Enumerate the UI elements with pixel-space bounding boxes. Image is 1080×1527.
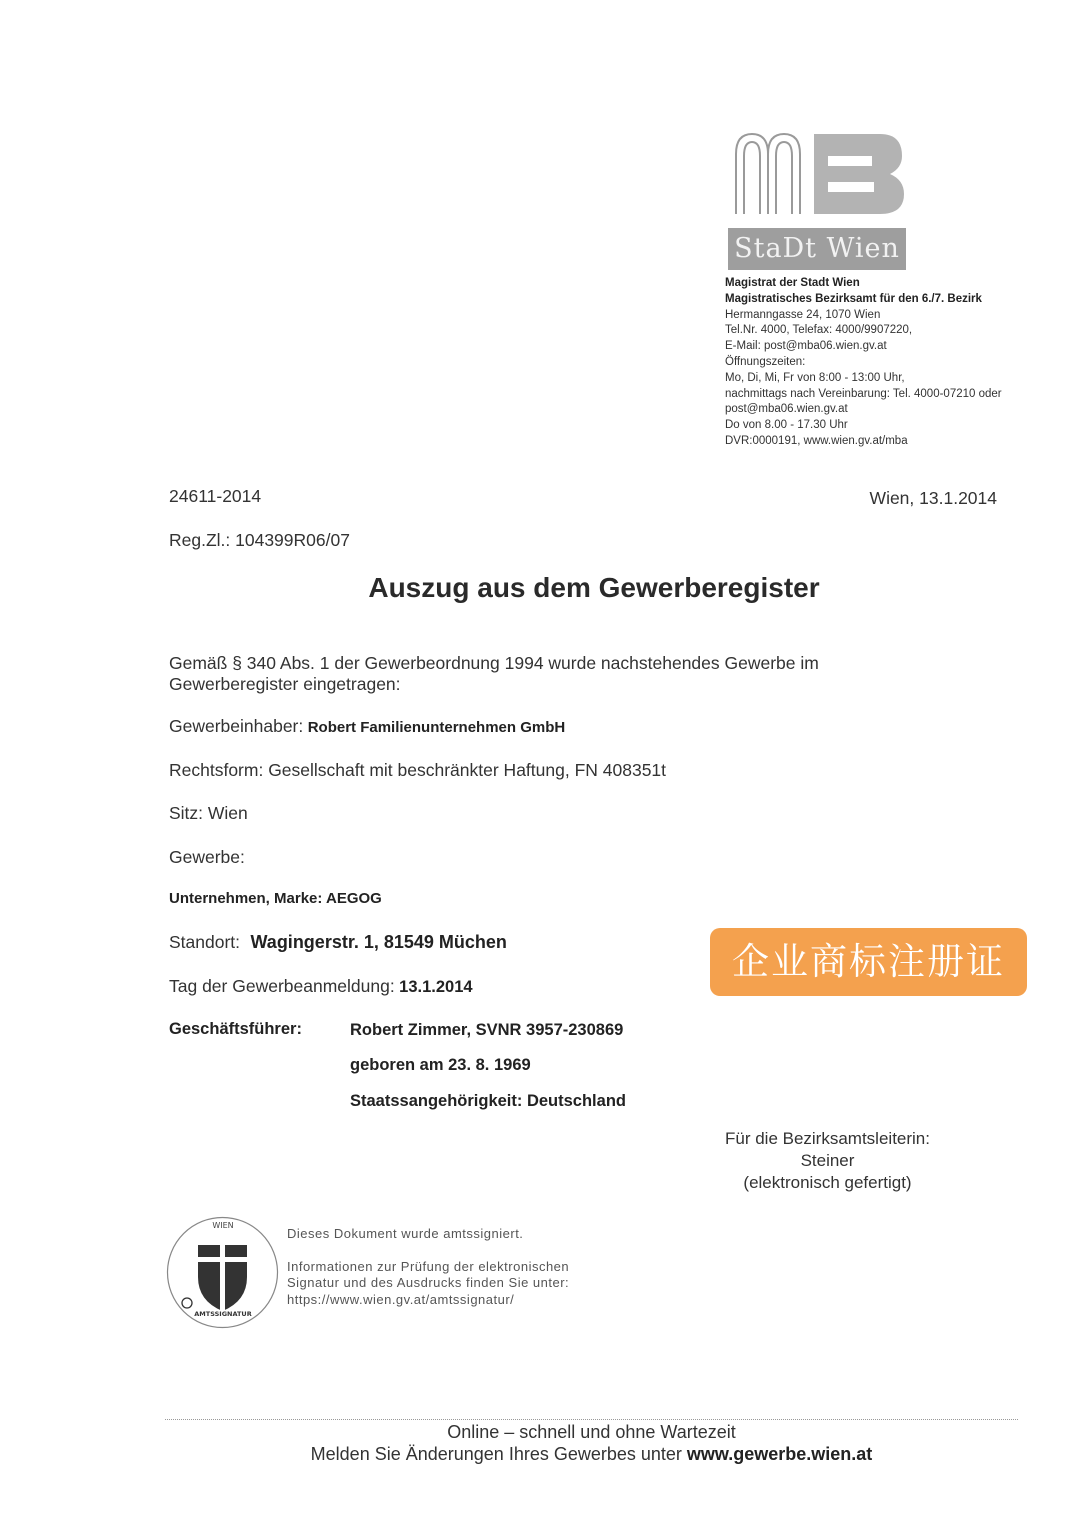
trade-label: Gewerbe:: [169, 847, 245, 867]
address-line: Öffnungszeiten:: [725, 355, 806, 368]
address-line: Tel.Nr. 4000, Telefax: 4000/9907220,: [725, 324, 913, 337]
file-number: 24611-2014: [169, 486, 262, 506]
amtssignatur-seal-icon: [165, 1215, 280, 1330]
intro-line: Gewerberegister eingetragen:: [169, 674, 401, 694]
footer-line-2: [165, 1444, 1018, 1465]
place-date: Wien, 13.1.2014: [869, 488, 997, 508]
address-line: Hermanngasse 24, 1070 Wien: [725, 308, 881, 321]
address-line: Magistrat der Stadt Wien: [725, 277, 860, 289]
footer-divider: [165, 1419, 1018, 1420]
stamp-link[interactable]: https://www.wien.gv.at/amtssignatur/: [287, 1291, 515, 1307]
owner-row: [169, 716, 565, 737]
seal-bottom-text: AMTSSIGNATUR: [194, 1310, 252, 1318]
seat: Sitz: Wien: [169, 803, 248, 823]
trademark-certificate-badge: 企业商标注册证: [710, 928, 1027, 996]
address-line: Magistratisches Bezirksamt für den 6./7. Bezirk: [725, 292, 982, 305]
address-line: E-Mail: post@mba06.wien.gv.at: [725, 340, 887, 353]
reg-number: Reg.Zl.: 104399R06/07: [169, 530, 350, 550]
stamp-line: Informationen zur Prüfung der elektronischen: [287, 1258, 570, 1274]
stamp-line: Dieses Dokument wurde amtssigniert.: [287, 1226, 524, 1241]
footer-prefix: Melden Sie Änderungen Ihres Gewerbes unter: [310, 1444, 682, 1464]
footer-line: Online – schnell und ohne Wartezeit: [447, 1422, 736, 1442]
manager-line: geboren am 23. 8. 1969: [350, 1056, 531, 1074]
owner-value: Robert Familienunternehmen GmbH: [307, 719, 566, 736]
location-row: [169, 932, 507, 953]
registration-label: Tag der Gewerbeanmeldung:: [169, 976, 395, 996]
legal-form: Rechtsform: Gesellschaft mit beschränkter Haftung, FN 408351t: [169, 760, 667, 780]
stamp-line: Signatur und des Ausdrucks finden Sie unter:: [287, 1275, 570, 1290]
manager-label: Geschäftsführer:: [169, 1020, 302, 1038]
location-label: Standort:: [169, 932, 241, 952]
address-line: DVR:0000191, www.wien.gv.at/mba: [725, 434, 908, 447]
address-line: post@mba06.wien.gv.at: [725, 403, 848, 416]
trade-value: Unternehmen, Marke: AEGOG: [169, 890, 382, 907]
signature-line: Für die Bezirksamtsleiterin:: [724, 1129, 930, 1148]
seal-top-text: WIEN: [212, 1221, 234, 1230]
owner-label: Gewerbeinhaber:: [169, 716, 304, 736]
manager-line: Robert Zimmer, SVNR 3957-230869: [350, 1021, 624, 1039]
amtssignatur-info: [287, 1226, 569, 1308]
registration-value: 13.1.2014: [399, 978, 473, 996]
registration-row: [169, 976, 473, 997]
address-line: Do von 8.00 - 17.30 Uhr: [725, 419, 848, 432]
footer-link[interactable]: www.gewerbe.wien.at: [686, 1444, 873, 1464]
address-line: Mo, Di, Mi, Fr von 8:00 - 13:00 Uhr,: [725, 371, 905, 384]
location-value: Wagingerstr. 1, 81549 Müchen: [250, 932, 507, 952]
address-line: nachmittags nach Vereinbarung: Tel. 4000-07210 oder: [725, 387, 1002, 400]
stadt-wien-logo: StaDt Wien: [728, 228, 906, 270]
document-title: Auszug aus dem Gewerberegister: [368, 572, 820, 603]
manager-line: Staatssangehörigkeit: Deutschland: [350, 1092, 626, 1110]
authority-address: [725, 276, 1025, 450]
intro-line: Gemäß § 340 Abs. 1 der Gewerbeordnung 1994 wurde nachstehendes Gewerbe im: [169, 653, 819, 673]
signature-note: (elektronisch gefertigt): [743, 1173, 912, 1192]
signature-name: Steiner: [800, 1151, 855, 1170]
